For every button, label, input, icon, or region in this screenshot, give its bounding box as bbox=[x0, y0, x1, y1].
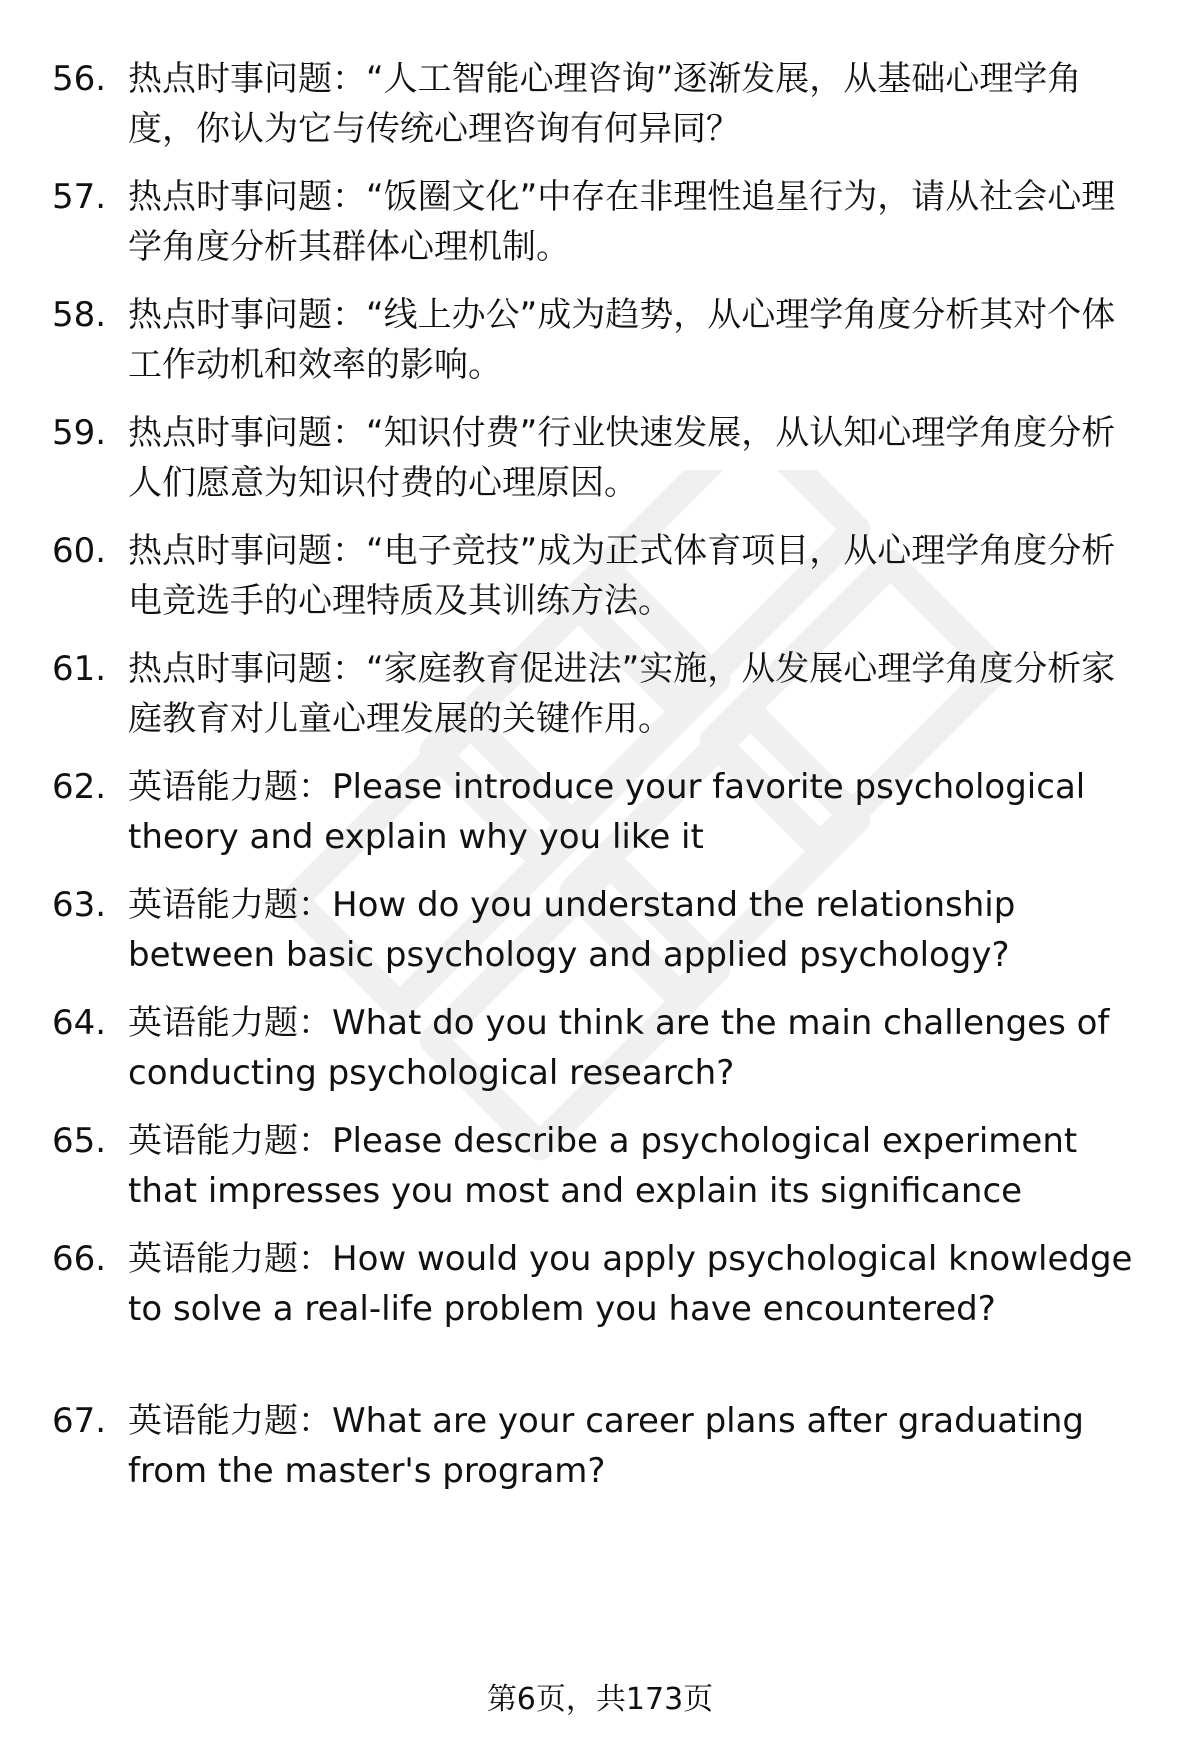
question-text: 热点时事问题：“家庭教育促进法”实施，从发展心理学角度分析家庭教育对儿童心理发展的关键作用。 bbox=[128, 649, 1116, 739]
question-text: 英语能力题：What are your career plans after graduating from the master's program? bbox=[128, 1401, 1085, 1491]
question-number: 63. bbox=[52, 885, 107, 925]
page-footer: 第6页，共173页 bbox=[486, 1682, 714, 1717]
question-number: 58. bbox=[52, 295, 107, 335]
question-number: 64. bbox=[52, 1003, 107, 1043]
question-number: 67. bbox=[52, 1401, 107, 1441]
question-number: 56. bbox=[52, 59, 107, 99]
question-text: 热点时事问题：“知识付费”行业快速发展，从认知心理学角度分析人们愿意为知识付费的心理原因。 bbox=[128, 413, 1116, 503]
question-text: 英语能力题：How do you understand the relationship between basic psychology and applied psychology? bbox=[128, 885, 1016, 975]
question-text: 热点时事问题：“线上办公”成为趋势，从心理学角度分析其对个体工作动机和效率的影响。 bbox=[128, 295, 1116, 385]
question-text: 英语能力题：Please describe a psychological experiment that impresses you most and explain its significance bbox=[128, 1121, 1078, 1211]
question-text: 热点时事问题：“饭圈文化”中存在非理性追星行为，请从社会心理学角度分析其群体心理机制。 bbox=[128, 177, 1116, 267]
question-number: 57. bbox=[52, 177, 107, 217]
question-number: 66. bbox=[52, 1239, 107, 1279]
question-number: 62. bbox=[52, 767, 107, 807]
question-number: 65. bbox=[52, 1121, 107, 1161]
question-number: 60. bbox=[52, 531, 107, 571]
question-number: 61. bbox=[52, 649, 107, 689]
question-text: 英语能力题：What do you think are the main challenges of conducting psychological research? bbox=[128, 1003, 1110, 1093]
question-number: 59. bbox=[52, 413, 107, 453]
question-text: 英语能力题：Please introduce your favorite psychological theory and explain why you like it bbox=[128, 767, 1086, 857]
question-text: 热点时事问题：“电子竞技”成为正式体育项目，从心理学角度分析电竞选手的心理特质及其训练方法。 bbox=[128, 531, 1116, 621]
question-text: 英语能力题：How would you apply psychological knowledge to solve a real-life problem you have encountered? bbox=[128, 1239, 1133, 1329]
question-text: 热点时事问题：“人工智能心理咨询”逐渐发展，从基础心理学角度，你认为它与传统心理咨询有何异同？ bbox=[128, 59, 1082, 149]
